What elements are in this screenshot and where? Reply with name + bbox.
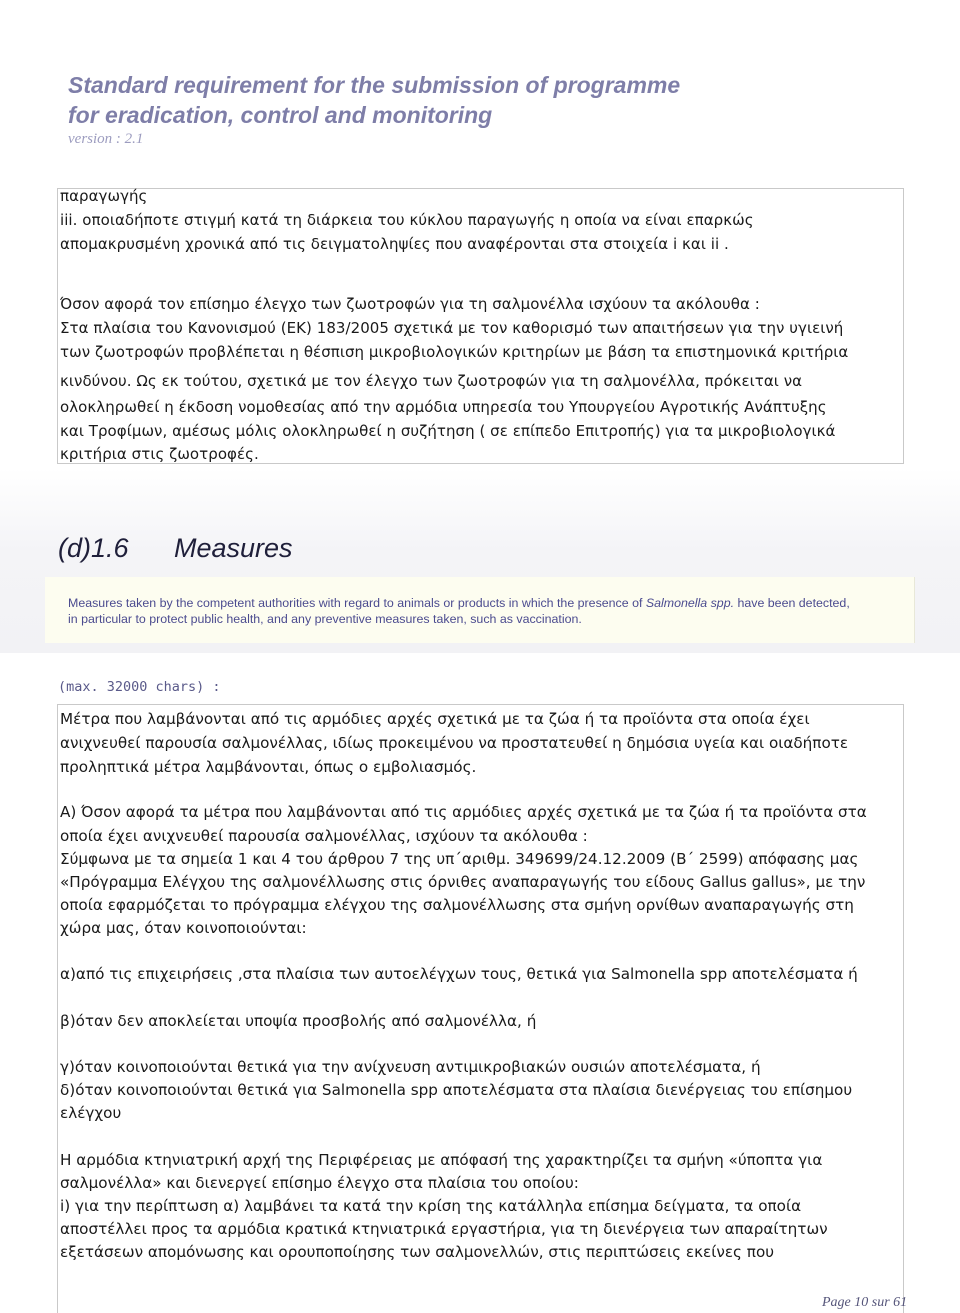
section-number: (d)1.6 xyxy=(58,533,129,563)
text-line: Όσον αφορά τον επίσημο έλεγχο των ζωοτροφών για τη σαλμονέλλα ισχύουν τα ακόλουθα : xyxy=(60,295,760,313)
document-version: version : 2.1 xyxy=(68,131,144,147)
text-line: Στα πλαίσια του Κανονισμού (ΕΚ) 183/2005 σχετικά με τον καθορισμό των απαιτήσεων για την υγιεινή xyxy=(60,319,844,337)
section-title: Measures xyxy=(174,533,293,563)
guidance-box xyxy=(45,577,915,643)
guidance-line-1 xyxy=(68,595,850,611)
text-line: ελέγχου xyxy=(60,1104,122,1122)
document-header xyxy=(68,70,680,148)
guidance-text xyxy=(68,595,850,627)
document-title-line-2: for eradication, control and monitoring xyxy=(68,102,493,128)
text-line: απομακρυσμένη χρονικά από τις δειγματοληψίες που αναφέρονται στα στοιχεία i και ii . xyxy=(60,235,729,253)
text-line: ανιχνευθεί παρουσία σαλμονέλλας, ιδίως προκειμένου να προστατευθεί η δημόσια υγεία και οιαδήποτε xyxy=(60,734,849,752)
text-line: i) για την περίπτωση α) λαμβάνει τα κατά την κρίση της κατάλληλα επίσημα δείγματα, τα οποία xyxy=(60,1197,802,1215)
answer-text-box-previous[interactable] xyxy=(57,188,904,464)
guidance-line-1-text: Measures taken by the competent authorities with regard to animals or products in which the presence of xyxy=(68,596,646,610)
max-chars-label: (max. 32000 chars) : xyxy=(58,679,221,695)
text-line: Η αρμόδια κτηνιατρική αρχή της Περιφέρειας με απόφασή της χαρακτηρίζει τα σμήνη «ύποπτα για xyxy=(60,1151,823,1169)
text-line: α)από τις επιχειρήσεις ,στα πλαίσια των αυτοελέγχων τους, θετικά για Salmonella spp αποτελέσματα ή xyxy=(60,965,858,983)
guidance-salmonella-term: Salmonella spp. xyxy=(645,596,735,610)
text-line: ολοκληρωθεί η έκδοση νομοθεσίας από την αρμόδια υπηρεσία του Υπουργείου Αγροτικής Ανάπτυξης xyxy=(60,398,827,416)
text-line: β)όταν δεν αποκλείεται υποψία προσβολής από σαλμονέλλα, ή xyxy=(60,1012,537,1030)
text-line: «Πρόγραμμα Ελέγχου της σαλμονέλλωσης στις όρνιθες αναπαραγωγής του είδους Gallus gallus», με την xyxy=(60,873,866,891)
text-line: κριτήρια στις ζωοτροφές. xyxy=(60,445,259,463)
text-line: χώρα μας, όταν κοινοποιούνται: xyxy=(60,919,307,937)
text-line: Α) Όσον αφορά τα μέτρα που λαμβάνονται από τις αρμόδιες αρχές σχετικά με τα ζώα ή τα προϊόντα στα xyxy=(60,803,867,821)
text-line: Σύμφωνα με τα σημεία 1 και 4 του άρθρου 7 της υπ΄αριθμ. 349699/24.12.2009 (Β΄ 2599) απόφασης μας xyxy=(60,850,859,868)
guidance-line-1-end: have been detected, xyxy=(734,596,850,610)
text-line: οποία έχει ανιχνευθεί παρουσία σαλμονέλλας, ισχύουν τα ακόλουθα : xyxy=(60,827,588,845)
text-line: γ)όταν κοινοποιούνται θετικά για την ανίχνευση αντιμικροβιακών ουσιών αποτελέσματα, ή xyxy=(60,1058,761,1076)
text-line: iii. οποιαδήποτε στιγμή κατά τη διάρκεια του κύκλου παραγωγής η οποία να είναι επαρκώς xyxy=(60,211,754,229)
section-heading xyxy=(58,533,293,564)
text-line: κινδύνου. Ως εκ τούτου, σχετικά με τον έλεγχο των ζωοτροφών για τη σαλμονέλλα, πρόκειται να xyxy=(60,372,803,390)
text-line: των ζωοτροφών προβλέπεται η θέσπιση μικροβιολογικών κριτηρίων με βάση τα επιστημονικά κριτήρια xyxy=(60,343,849,361)
measures-answer-text-box[interactable] xyxy=(57,704,904,1313)
text-line: εξετάσεων απομόνωσης και ορουποποίησης των σαλμονελλών, στις περιπτώσεις εκείνες που xyxy=(60,1243,775,1261)
text-line: παραγωγής xyxy=(60,187,148,205)
text-line: και Τροφίμων, αμέσως μόλις ολοκληρωθεί η συζήτηση ( σε επίπεδο Επιτροπής) για τα μικροβιολογικά xyxy=(60,422,836,440)
text-line: σαλμονέλλα» και διενεργεί επίσημο έλεγχο στα πλαίσια του οποίου: xyxy=(60,1174,579,1192)
text-line: προληπτικά μέτρα λαμβάνονται, όπως ο εμβολιασμός. xyxy=(60,758,477,776)
text-line: αποστέλλει προς τα αρμόδια κρατικά κτηνιατρικά εργαστήρια, για τη διενέργεια των απαραίτητων xyxy=(60,1220,828,1238)
text-line: Μέτρα που λαμβάνονται από τις αρμόδιες αρχές σχετικά με τα ζώα ή τα προϊόντα στα οποία έχει xyxy=(60,710,810,728)
text-line: δ)όταν κοινοποιούνται θετικά για Salmonella spp αποτελέσματα στα πλαίσια διενέργειας του επίσημου xyxy=(60,1081,853,1099)
text-line: οποία εφαρμόζεται το πρόγραμμα ελέγχου της σαλμονέλλωσης στα σμήνη ορνίθων αναπαραγωγής στη xyxy=(60,896,854,914)
document-title-line-1: Standard requirement for the submission of programme xyxy=(68,72,681,98)
guidance-line-2: in particular to protect public health, and any preventive measures taken, such as vaccination. xyxy=(68,612,582,626)
page-number: Page 10 sur 61 xyxy=(822,1295,908,1310)
